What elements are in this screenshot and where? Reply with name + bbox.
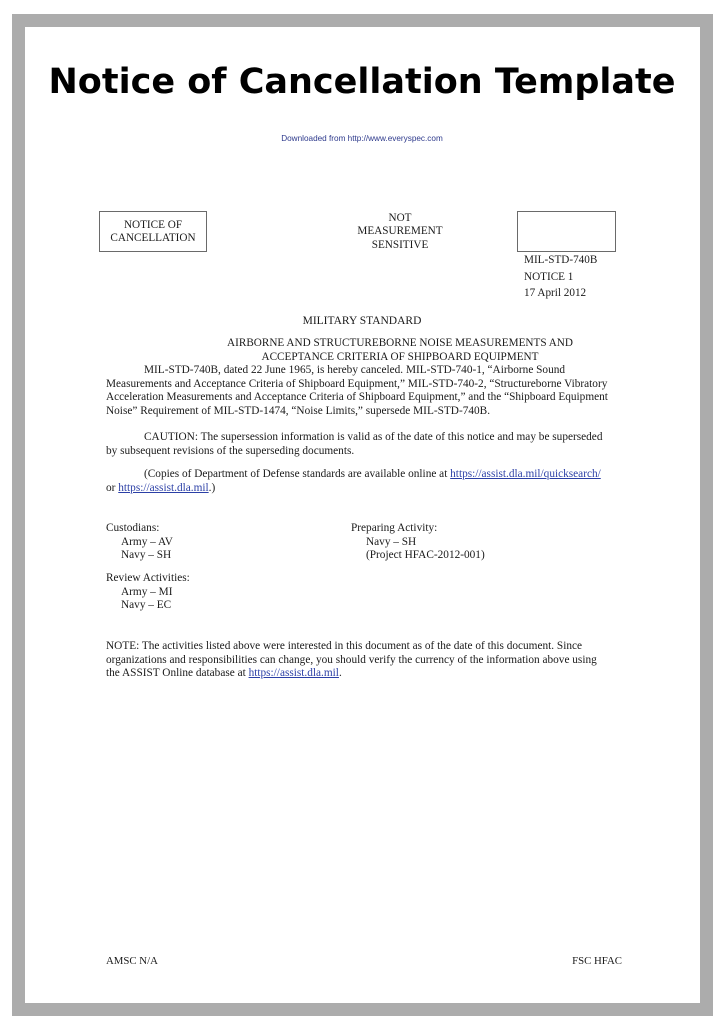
- notice-number: NOTICE 1: [524, 270, 574, 283]
- copies-suffix: .): [208, 481, 216, 494]
- review-activity-item: Navy – EC: [121, 599, 172, 612]
- preparing-activity-section: [351, 522, 485, 563]
- downloaded-from-note: Downloaded from http://www.everyspec.com: [281, 134, 443, 143]
- caution-paragraph: [106, 431, 610, 458]
- caution-text: CAUTION: The supersession information is valid as of the date of this notice and may be superseded by subsequent revisions of the superseding documents.: [106, 431, 603, 457]
- review-activity-item: Army – MI: [121, 585, 173, 598]
- notice-of-cancellation-box: [99, 211, 207, 252]
- notice-box-line-2: CANCELLATION: [110, 232, 196, 244]
- quicksearch-link[interactable]: https://assist.dla.mil/quicksearch/: [450, 468, 601, 480]
- review-activities-section: [106, 572, 190, 613]
- standard-number: MIL-STD-740B: [524, 254, 598, 266]
- copies-paragraph: [106, 468, 610, 495]
- measurement-sensitivity: [330, 212, 470, 252]
- notice-date: 17 April 2012: [524, 287, 587, 299]
- preparing-activity-label: Preparing Activity:: [351, 522, 438, 534]
- amsc-code: AMSC N/A: [106, 955, 158, 967]
- notice-box-line-1: NOTICE OF: [123, 219, 183, 231]
- custodians-section: [106, 522, 173, 563]
- preparing-activity-item: Navy – SH: [366, 535, 417, 548]
- cancellation-text: MIL-STD-740B, dated 22 June 1965, is hereby canceled. MIL-STD-740-1, “Airborne Sound Measurements and Acceptance Criteria of Shipboard Equipment,” MIL-STD-740-2, “Structureborne Vibratory Acceleration Measurements and Acceptance Criteria of Shipboard Equipment,” and the “Shipboard Equipment Noise” Requirement of MIL-STD-1474, “Noise Limits,” supersede MIL-STD-740B.: [106, 364, 608, 417]
- copies-middle: or: [106, 481, 119, 494]
- custodian-item: Navy – SH: [121, 549, 172, 562]
- custodians-label: Custodians:: [106, 522, 160, 534]
- measurement-line-1: NOT: [388, 212, 412, 224]
- assist-online-link[interactable]: https://assist.dla.mil: [248, 667, 339, 680]
- fsc-code: FSC HFAC: [572, 955, 622, 967]
- review-activities-label: Review Activities:: [106, 572, 190, 584]
- subject-line-1: AIRBORNE AND STRUCTUREBORNE NOISE MEASUREMENTS AND: [227, 337, 573, 349]
- note-suffix: .: [338, 667, 342, 680]
- document-heading: MILITARY STANDARD: [302, 315, 422, 327]
- measurement-line-2: MEASUREMENT: [357, 225, 443, 238]
- note-paragraph: [106, 640, 610, 681]
- custodian-item: Army – AV: [121, 535, 173, 548]
- document-page: [25, 27, 700, 1003]
- assist-link[interactable]: https://assist.dla.mil: [118, 481, 209, 494]
- page-title: Notice of Cancellation Template: [48, 62, 676, 102]
- blank-identification-box: [517, 211, 616, 252]
- preparing-activity-project: (Project HFAC-2012-001): [366, 549, 485, 562]
- measurement-line-3: SENSITIVE: [371, 238, 429, 251]
- note-text: NOTE: The activities listed above were interested in this document as of the date of this document. Since organizations and responsibilities can change, you should verify the currency of the information above using the ASSIST Online database at: [106, 640, 597, 680]
- document-identifier: [524, 252, 597, 302]
- cancellation-paragraph: [106, 364, 610, 418]
- copies-prefix: (Copies of Department of Defense standards are available online at: [144, 468, 451, 480]
- document-subject: [150, 336, 650, 364]
- subject-line-2: ACCEPTANCE CRITERIA OF SHIPBOARD EQUIPMENT: [261, 351, 539, 363]
